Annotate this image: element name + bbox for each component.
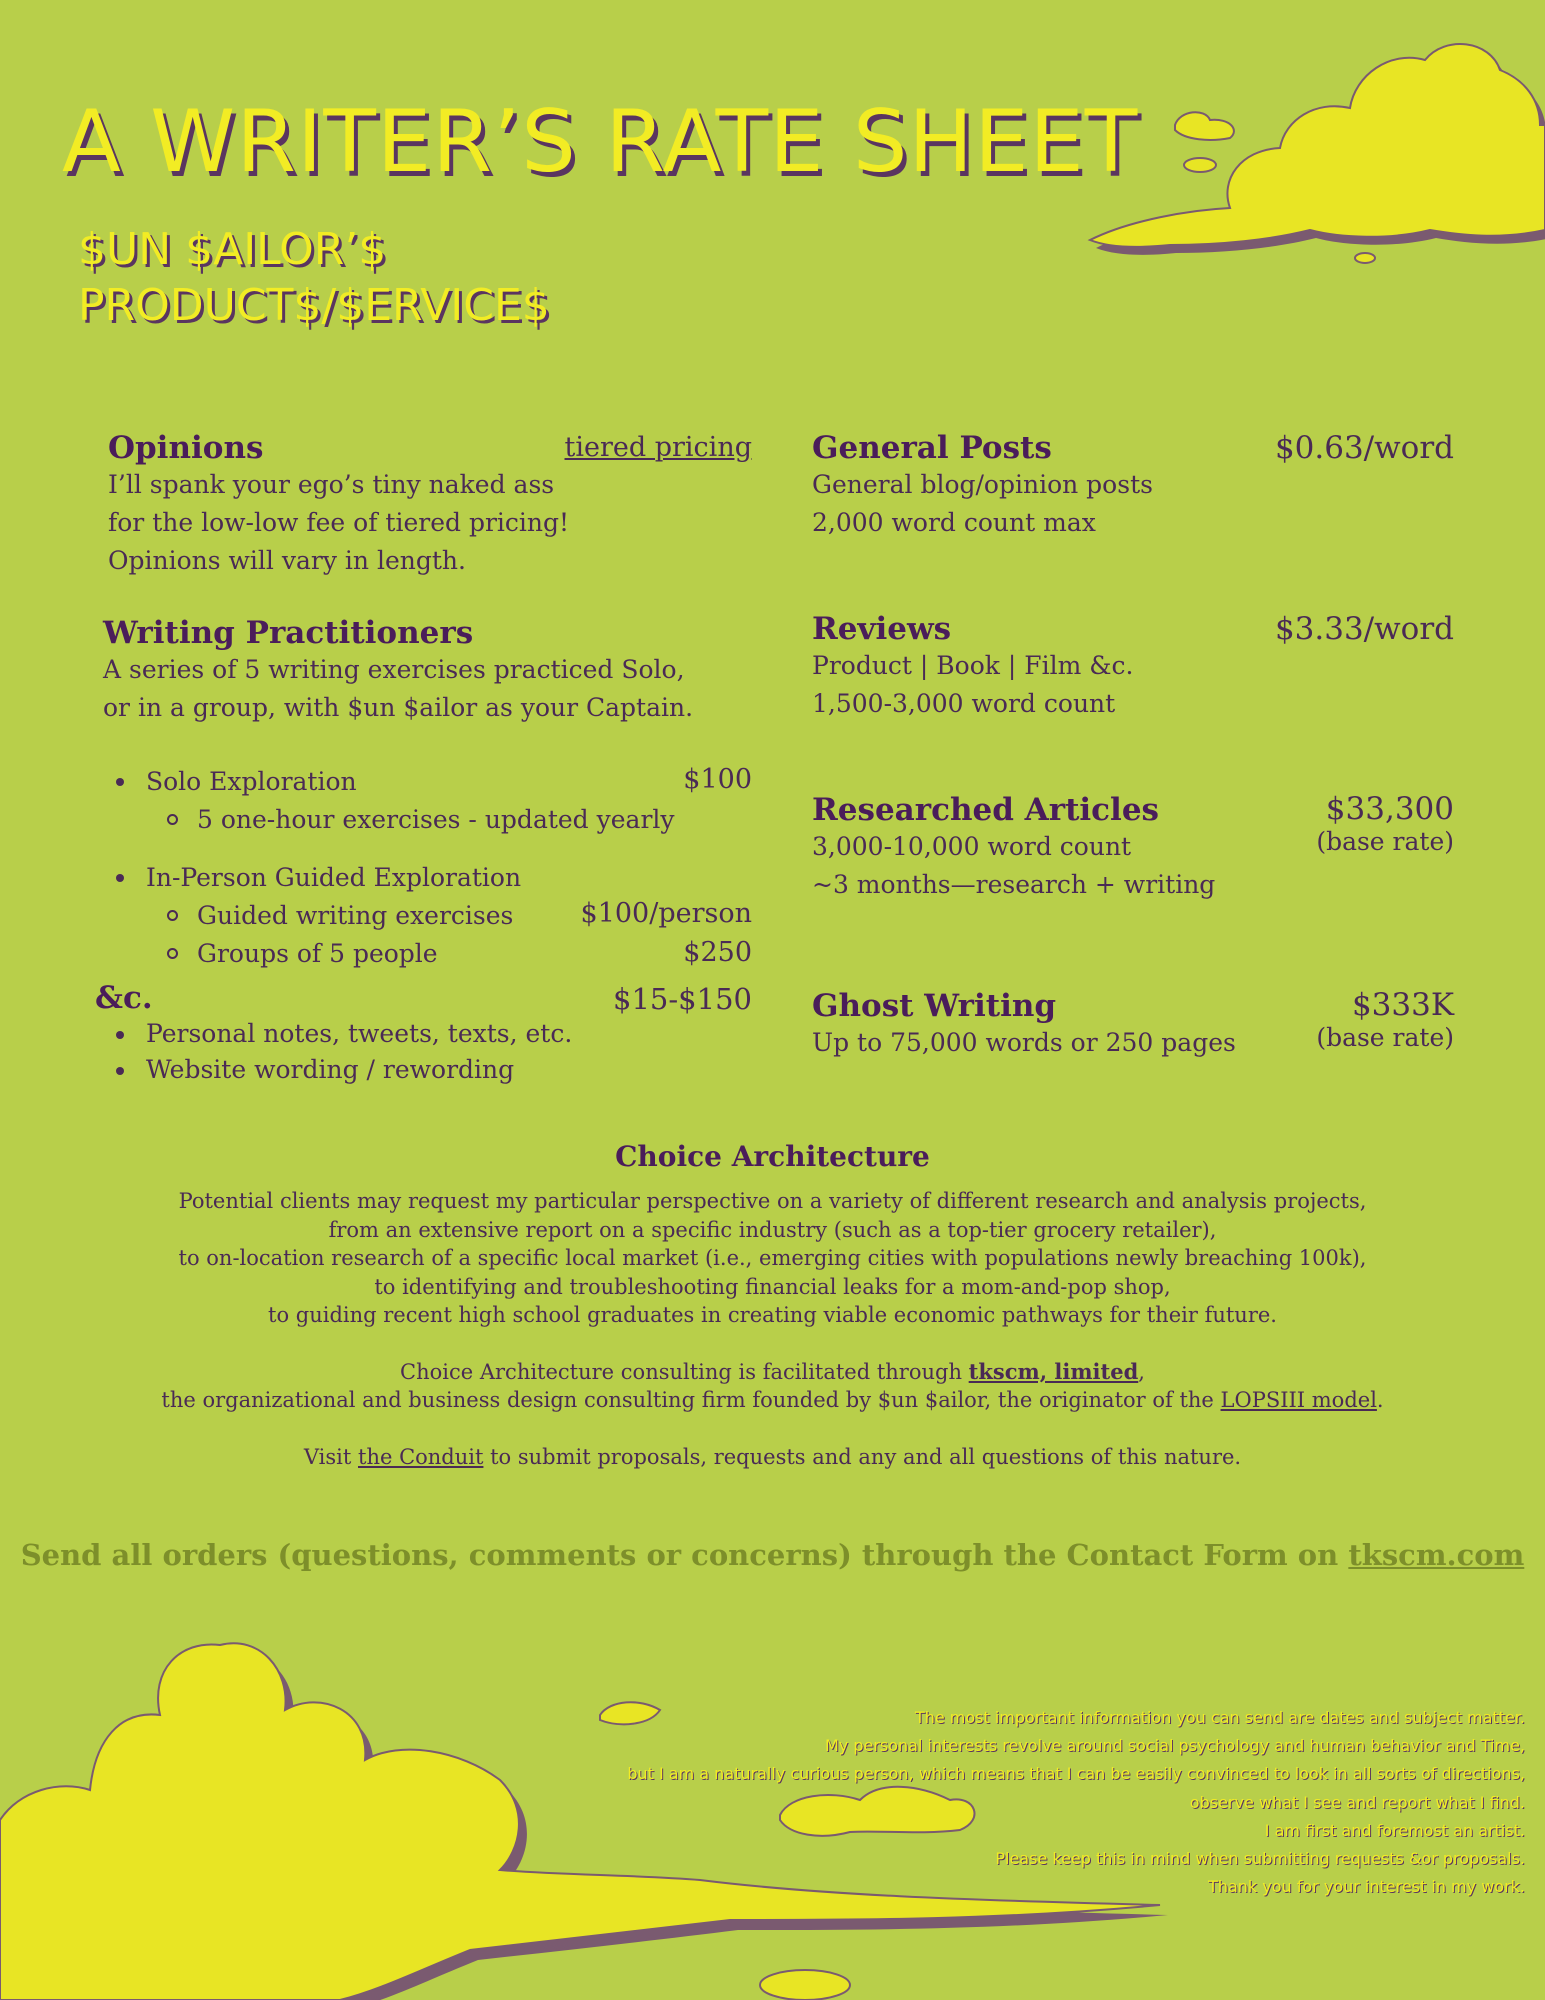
choice-line-2: from an extensive report on a specific industry (such as a top-tier grocery retailer), xyxy=(328,1217,1217,1242)
consult2-period: . xyxy=(1376,1388,1384,1412)
choice-line-1: Potential clients may request my particular perspective on a variety of different research and analysis projects, xyxy=(178,1189,1367,1213)
footer-line-1: The most important information you can send are dates and subject matter. xyxy=(914,1708,1525,1727)
tkscm-com-link[interactable]: tkscm.com xyxy=(1348,1538,1525,1572)
reviews-title: Reviews xyxy=(812,611,952,647)
researched-articles-line-2: ~3 months—research + writing xyxy=(812,870,1216,899)
choice-line-4: to identifying and troubleshooting financial leaks for a mom-and-pop shop, xyxy=(374,1274,1171,1299)
consult2-text: the organizational and business design consulting firm founded by $un $ailor, the originator of the xyxy=(161,1388,1221,1412)
consult-comma: , xyxy=(1138,1359,1145,1384)
the-conduit-link[interactable]: the Conduit xyxy=(358,1444,484,1469)
orders-text: Send all orders (questions, comments or concerns) through the Contact Form on xyxy=(20,1538,1349,1572)
consult-line-1 xyxy=(0,1358,1545,1387)
choice-architecture-section xyxy=(0,1140,1545,1471)
choice-line-5: to guiding recent high school graduates in creating viable economic pathways for their future. xyxy=(268,1303,1277,1327)
general-posts-line-1: General blog/opinion posts xyxy=(812,470,1153,499)
footer-line-5: I am first and foremost an artist. xyxy=(1264,1820,1525,1840)
reviews-section xyxy=(812,611,1454,723)
consult-line-2 xyxy=(0,1386,1545,1415)
etc-item-1: Personal notes, tweets, texts, etc. xyxy=(146,1016,752,1052)
footer-line-6: Please keep this in mind when submitting requests &or proposals. xyxy=(995,1849,1525,1869)
in-person-sub-1-price: $100/person xyxy=(580,898,752,929)
reviews-line-2: 1,500-3,000 word count xyxy=(812,689,1116,718)
consult-text: Choice Architecture consulting is facilitated through xyxy=(400,1359,969,1384)
footer-note xyxy=(627,1704,1525,1901)
general-posts-section xyxy=(812,430,1454,542)
general-posts-title: General Posts xyxy=(812,430,1052,466)
ghost-writing-title: Ghost Writing xyxy=(812,988,1057,1024)
footer-line-2: My personal interests revolve around social psychology and human behavior and Time, xyxy=(824,1736,1525,1756)
subtitle-line-2: PRODUCT$/$ERVICE$ xyxy=(78,280,550,331)
visit-line xyxy=(0,1443,1545,1472)
in-person-sub-2-price: $250 xyxy=(683,937,752,968)
choice-title: Choice Architecture xyxy=(615,1140,930,1173)
researched-articles-price: $33,300 xyxy=(1325,791,1454,827)
etc-section xyxy=(95,980,752,1088)
practitioners-section xyxy=(103,615,752,727)
solo-exploration-label: Solo Exploration xyxy=(146,763,752,801)
footer-line-3: but I am a naturally curious person, which means that I can be easily convinced to look in all sorts of directions, xyxy=(627,1764,1525,1784)
opinions-line-2: for the low-low fee of tiered pricing! xyxy=(108,508,570,537)
subtitle-line-1: $UN $AILOR’$ xyxy=(78,224,387,275)
solo-exploration-sub: 5 one-hour exercises - updated yearly xyxy=(197,801,752,839)
general-posts-line-2: 2,000 word count max xyxy=(812,508,1096,537)
opinions-price-link[interactable]: tiered pricing xyxy=(564,432,752,463)
solo-exploration-item xyxy=(146,763,752,839)
choice-line-3: to on-location research of a specific local market (i.e., emerging cities with populations newly breaching 100k), xyxy=(178,1246,1367,1270)
reviews-line-1: Product | Book | Film &c. xyxy=(812,651,1134,680)
in-person-label: In-Person Guided Exploration xyxy=(146,859,752,897)
footer-line-7: Thank you for your interest in my work. xyxy=(1208,1877,1525,1897)
ghost-writing-section xyxy=(812,988,1454,1062)
page-subtitle xyxy=(78,222,550,334)
lopsiii-model-link[interactable]: LOPSIII model xyxy=(1220,1388,1377,1412)
researched-articles-title: Researched Articles xyxy=(812,792,1159,828)
orders-line xyxy=(0,1538,1545,1572)
researched-articles-price-note: (base rate) xyxy=(1316,827,1454,856)
general-posts-price: $0.63/word xyxy=(1274,430,1454,466)
opinions-desc xyxy=(108,466,752,580)
etc-item-2: Website wording / rewording xyxy=(146,1052,752,1088)
ghost-writing-line-1: Up to 75,000 words or 250 pages xyxy=(812,1028,1236,1057)
visit-pre: Visit xyxy=(303,1444,358,1469)
in-person-sub-1: Guided writing exercises xyxy=(197,897,752,935)
etc-price: $15-$150 xyxy=(613,982,752,1016)
practitioners-desc xyxy=(103,651,752,727)
ghost-writing-price: $333K xyxy=(1351,987,1454,1023)
in-person-sub-2: Groups of 5 people xyxy=(197,935,752,973)
solo-exploration-price: $100 xyxy=(683,764,752,795)
visit-post: to submit proposals, requests and any and all questions of this nature. xyxy=(483,1444,1242,1469)
etc-title: &c. xyxy=(95,980,153,1016)
opinions-line-1: I’ll spank your ego’s tiny naked ass xyxy=(108,470,555,499)
researched-articles-section xyxy=(812,792,1454,904)
opinions-title: Opinions xyxy=(108,430,264,466)
opinions-section xyxy=(108,430,752,580)
ghost-writing-price-note: (base rate) xyxy=(1316,1023,1454,1052)
reviews-price: $3.33/word xyxy=(1274,611,1454,647)
tkscm-limited-link[interactable]: tkscm, limited xyxy=(968,1358,1139,1384)
practitioners-line-1: A series of 5 writing exercises practiced Solo, xyxy=(103,655,685,684)
cloud-top-right-icon xyxy=(1070,30,1545,280)
practitioners-title: Writing Practitioners xyxy=(103,615,474,651)
in-person-item xyxy=(146,859,752,973)
researched-articles-line-1: 3,000-10,000 word count xyxy=(812,832,1132,861)
practitioners-line-2: or in a group, with $un $ailor as your Captain. xyxy=(103,693,694,722)
opinions-line-3: Opinions will vary in length. xyxy=(108,546,466,575)
page-title: A WRITER’S RATE SHEET xyxy=(62,92,1139,192)
footer-line-4: observe what I see and report what I find. xyxy=(1189,1792,1525,1812)
